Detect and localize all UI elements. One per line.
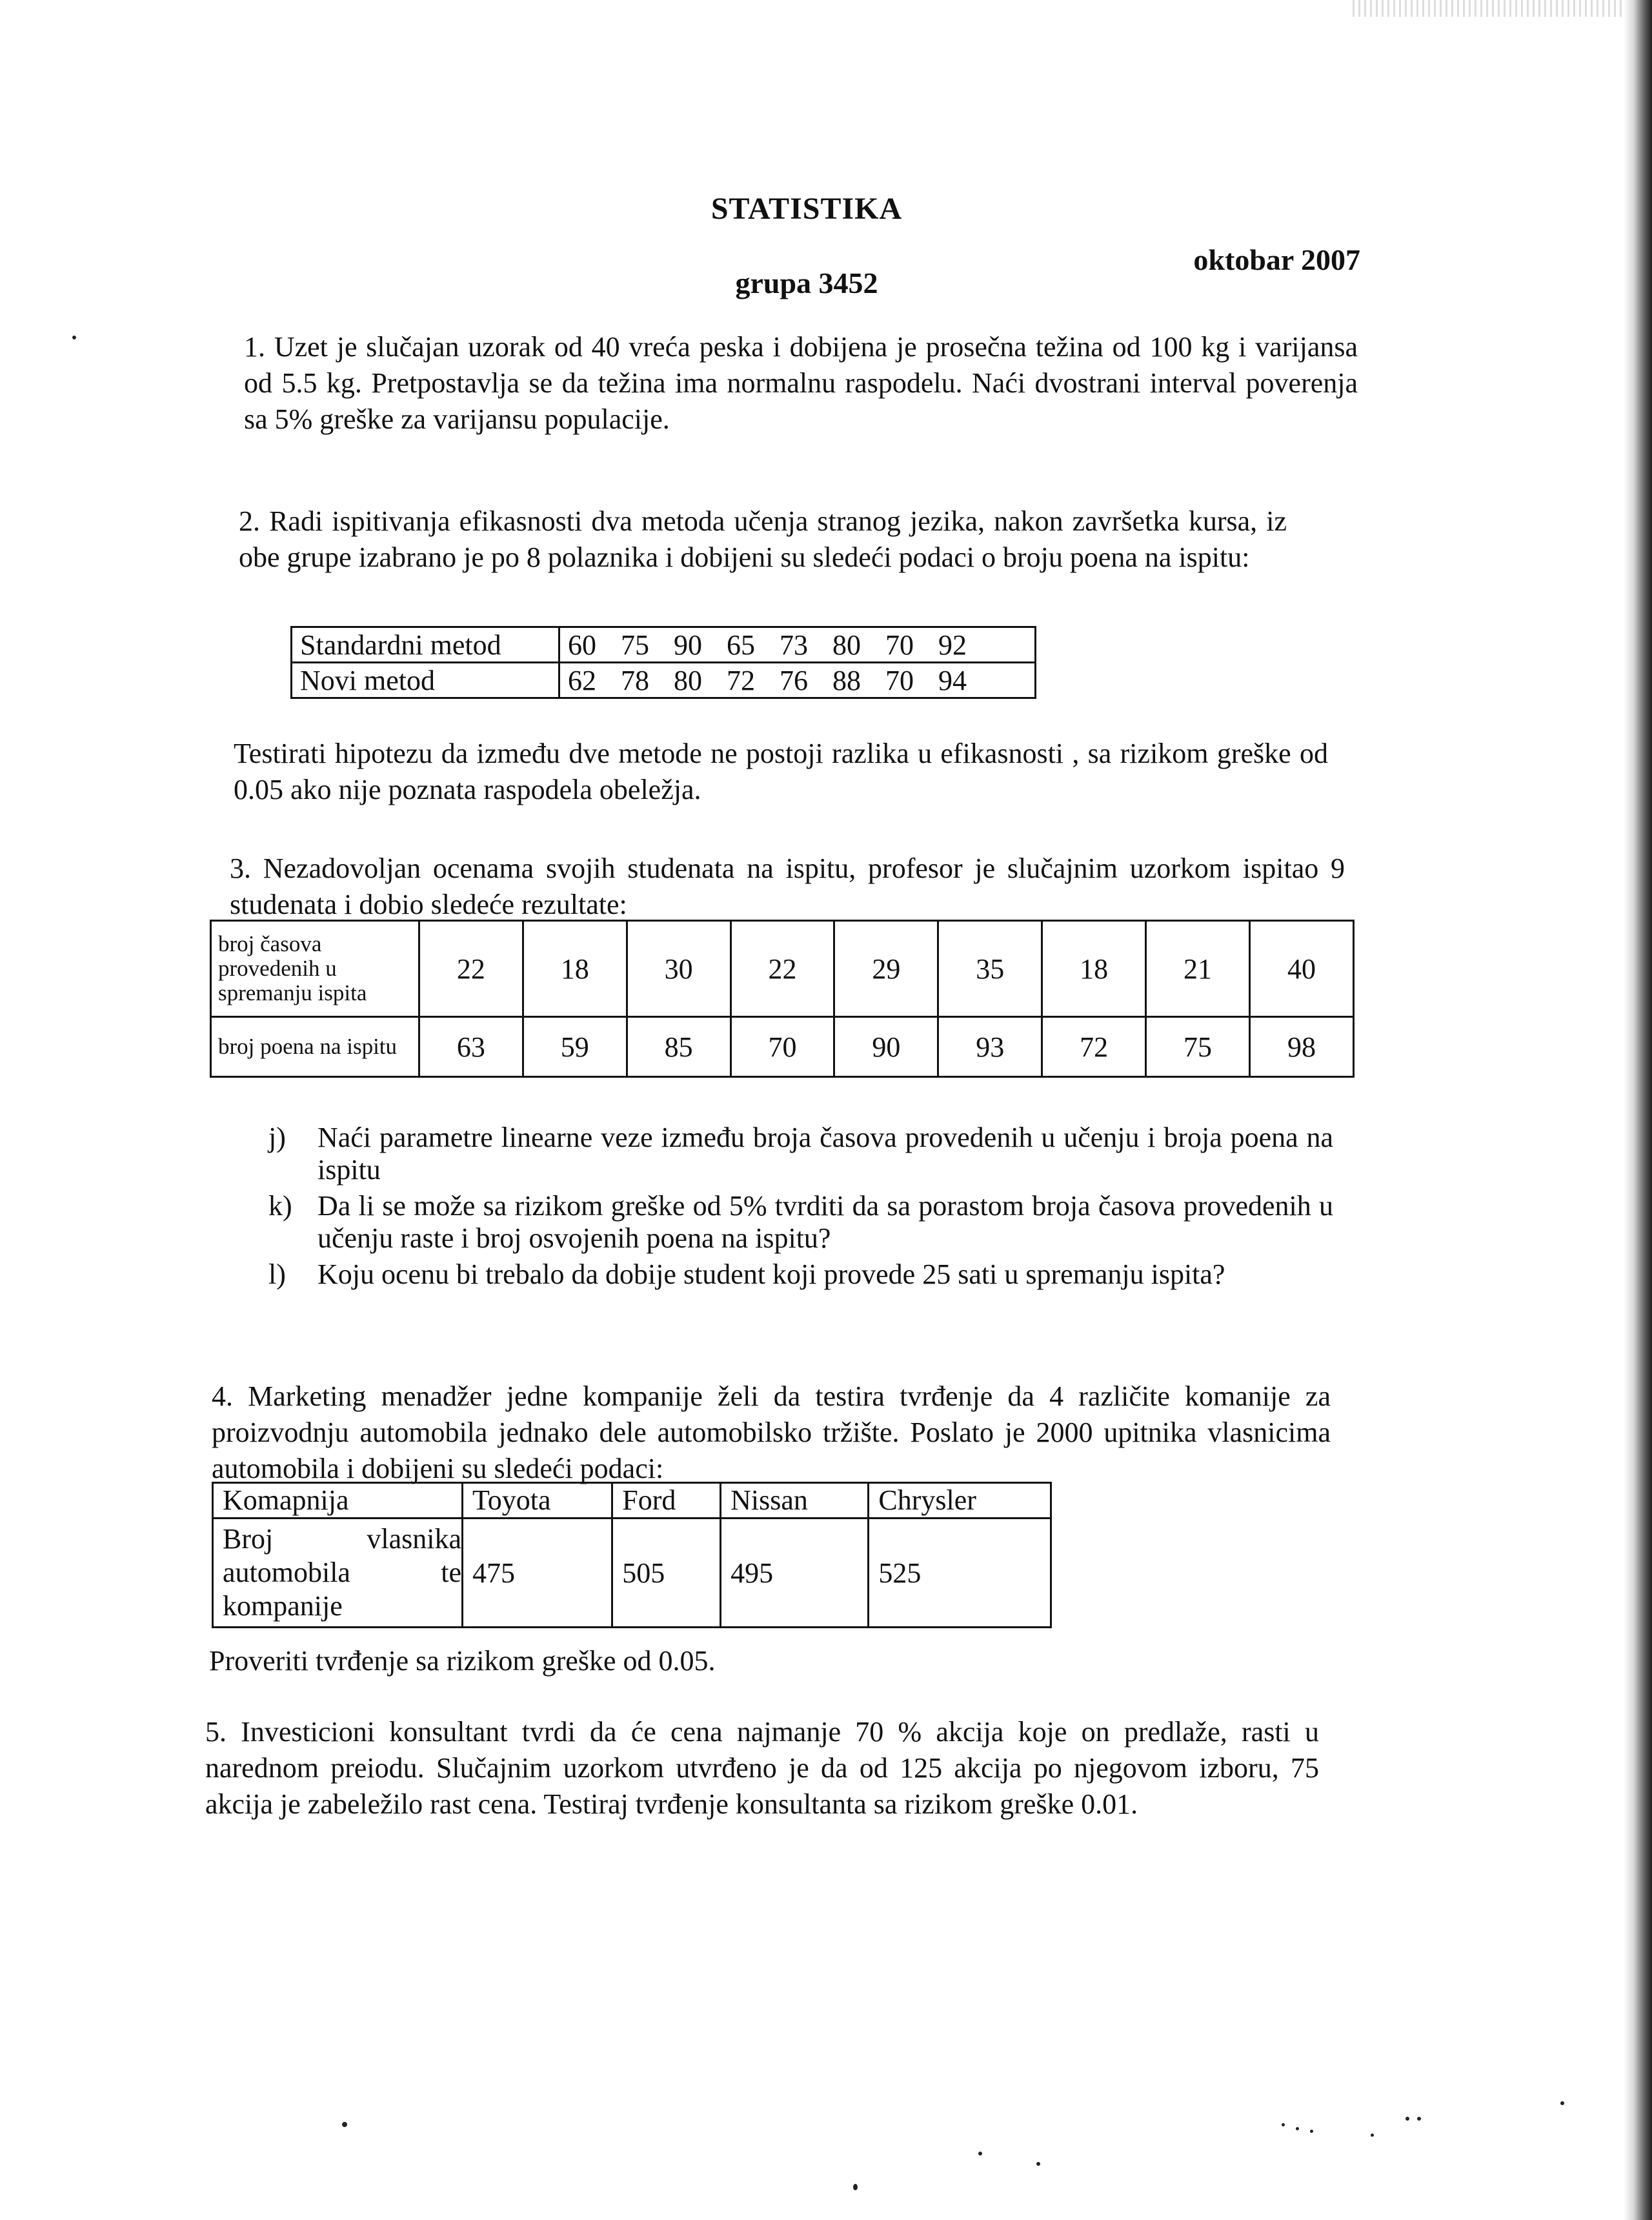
hours-cell: 18 (523, 921, 627, 1017)
owners-cell: 495 (721, 1519, 869, 1628)
scan-speck (1560, 2101, 1564, 2105)
problem-5 (205, 1714, 1319, 1822)
new-method-values (559, 663, 1036, 698)
subtask-marker: k) (268, 1190, 292, 1222)
score-cell: 80 (832, 629, 861, 661)
hours-cell: 40 (1250, 921, 1354, 1017)
score-cell: 70 (885, 664, 914, 696)
scan-speck (1282, 2123, 1285, 2126)
table-row (292, 627, 1036, 663)
scan-speck (342, 2122, 347, 2127)
row-label-standard: Standardni metod (292, 627, 559, 663)
table-row (213, 1483, 1051, 1519)
hours-cell: 18 (1042, 921, 1146, 1017)
owners-cell: 475 (463, 1519, 612, 1628)
problem-3-intro: 3. Nezadovoljan ocenama svojih studenata na ispitu, profesor je slučajnim uzorkom ispitao 9 studenata i dobio sledeće rezultate: (230, 853, 1345, 920)
problem-2-task: Testirati hipotezu da između dve metode ne postoji razlika u efikasnosti , sa rizikom greške od 0.05 ako nije poznata raspodela obeležja. (234, 738, 1328, 805)
company-header: Chrysler (869, 1483, 1051, 1519)
list-item (268, 1258, 1333, 1291)
hours-cell: 21 (1146, 921, 1250, 1017)
score-cell: 80 (674, 664, 702, 696)
subtask-text: Naći parametre linearne veze između broja časova provedenih u učenju i broja poena na ispitu (317, 1122, 1333, 1186)
scan-speck (853, 2184, 858, 2190)
points-cell: 70 (730, 1017, 834, 1077)
document-title: STATISTIKA (710, 192, 903, 226)
points-cell: 90 (834, 1017, 938, 1077)
scan-speck (1417, 2117, 1421, 2121)
problem-2-intro: 2. Radi ispitivanja efikasnosti dva metoda učenja stranog jezika, nakon završetka kursa, iz obe grupe izabrano je po 8 polaznika i dobijeni su sledeći podaci o broju poena na ispitu: (239, 505, 1287, 573)
problem-3-intro-block (230, 851, 1345, 923)
problem-3-subtasks (268, 1122, 1333, 1295)
scan-speck (1310, 2130, 1313, 2133)
problem-4-intro: 4. Marketing menadžer jedne kompanije želi da testira tvrđenje da 4 različite komanije za proizvodnju automobila jednako dele automobilsko tržište. Poslato je 2000 upitnika vlasnicima automobila i dobijeni su sledeći podaci: (212, 1380, 1331, 1484)
hours-cell: 22 (730, 921, 834, 1017)
problem-5-text: 5. Investicioni konsultant tvrdi da će cena najmanje 70 % akcija koje on predlaže, rasti u narednom preiodu. Slučajnim uzorkom utvrđeno je da od 125 akcija po njegovom izboru, 75 akcija je zabeležilo rast cena. Testiraj tvrđenje konsultanta sa rizikom greške 0.01. (205, 1716, 1319, 1820)
exam-date: oktobar 2007 (1193, 243, 1360, 276)
score-cell: 94 (938, 664, 967, 696)
points-cell: 98 (1250, 1017, 1354, 1077)
points-cell: 72 (1042, 1017, 1146, 1077)
standard-method-values (559, 627, 1036, 663)
subtask-marker: j) (268, 1122, 286, 1153)
hours-cell: 30 (627, 921, 730, 1017)
points-cell: 59 (523, 1017, 627, 1077)
score-cell: 70 (885, 629, 914, 661)
problem-1 (244, 329, 1358, 438)
scanned-page-edge (1624, 0, 1652, 2220)
problem-1-text: 1. Uzet je slučajan uzorak od 40 vreća peska i dobijena je prosečna težina od 100 kg i varijansa od 5.5 kg. Pretpostavlja se da težina ima normalnu raspodelu. Naći dvostrani interval poverenja sa 5% greške za varijansu populacije. (244, 331, 1358, 435)
problem-4-task: Proveriti tvrđenje sa rizikom greške od 0.05. (209, 1645, 716, 1677)
owners-cell: 525 (869, 1519, 1051, 1628)
subtask-text: Koju ocenu bi trebalo da dobije student koji provede 25 sati u spremanju ispita? (317, 1258, 1225, 1290)
list-item (268, 1190, 1333, 1255)
problem-4-task-block (209, 1643, 1242, 1679)
score-cell: 90 (674, 629, 702, 661)
scan-speck (1296, 2127, 1299, 2130)
score-cell: 65 (727, 629, 755, 661)
hours-cell: 29 (834, 921, 938, 1017)
problem-4-intro-block (212, 1378, 1331, 1487)
score-cell: 72 (727, 664, 755, 696)
subtask-marker: l) (268, 1258, 286, 1290)
list-item (268, 1122, 1333, 1186)
table-row (211, 1017, 1354, 1077)
score-cell: 88 (832, 664, 861, 696)
table-row (213, 1519, 1051, 1628)
scan-speck (1036, 2162, 1040, 2166)
row-label-points: broj poena na ispitu (211, 1017, 419, 1077)
problem-2-task-block (234, 736, 1328, 808)
score-cell: 92 (938, 629, 967, 661)
exam-group: grupa 3452 (735, 267, 878, 299)
problem-2-intro-block (239, 503, 1287, 576)
hours-cell: 22 (419, 921, 523, 1017)
points-cell: 63 (419, 1017, 523, 1077)
scan-speck (72, 336, 76, 339)
points-cell: 75 (1146, 1017, 1250, 1077)
points-cell: 93 (938, 1017, 1042, 1077)
company-header: Nissan (721, 1483, 869, 1519)
score-cell: 60 (568, 629, 596, 661)
car-owners-table (212, 1482, 1052, 1628)
owners-row-label: Broj vlasnika automobila te kompanije (213, 1519, 463, 1628)
owners-cell: 505 (612, 1519, 721, 1628)
company-header-label: Komapnija (213, 1483, 463, 1519)
score-cell: 73 (780, 629, 808, 661)
table-row (211, 921, 1354, 1017)
company-header: Toyota (463, 1483, 612, 1519)
scan-speck (1405, 2117, 1409, 2121)
methods-scores-table (290, 626, 1036, 699)
row-label-hours: broj časova provedenih u spremanju ispita (211, 921, 419, 1017)
subtask-text: Da li se može sa rizikom greške od 5% tvrditi da sa porastom broja časova provedenih u učenju raste i broj osvojenih poena na ispitu? (317, 1190, 1333, 1254)
row-label-new: Novi metod (292, 663, 559, 698)
score-cell: 76 (780, 664, 808, 696)
score-cell: 75 (621, 629, 649, 661)
scan-speck (978, 2152, 982, 2155)
hours-cell: 35 (938, 921, 1042, 1017)
study-hours-table (210, 920, 1355, 1078)
score-cell: 62 (568, 664, 596, 696)
scan-artifact (1353, 0, 1624, 17)
scan-speck (1371, 2134, 1374, 2137)
company-header: Ford (612, 1483, 721, 1519)
score-cell: 78 (621, 664, 649, 696)
points-cell: 85 (627, 1017, 730, 1077)
table-row (292, 663, 1036, 698)
